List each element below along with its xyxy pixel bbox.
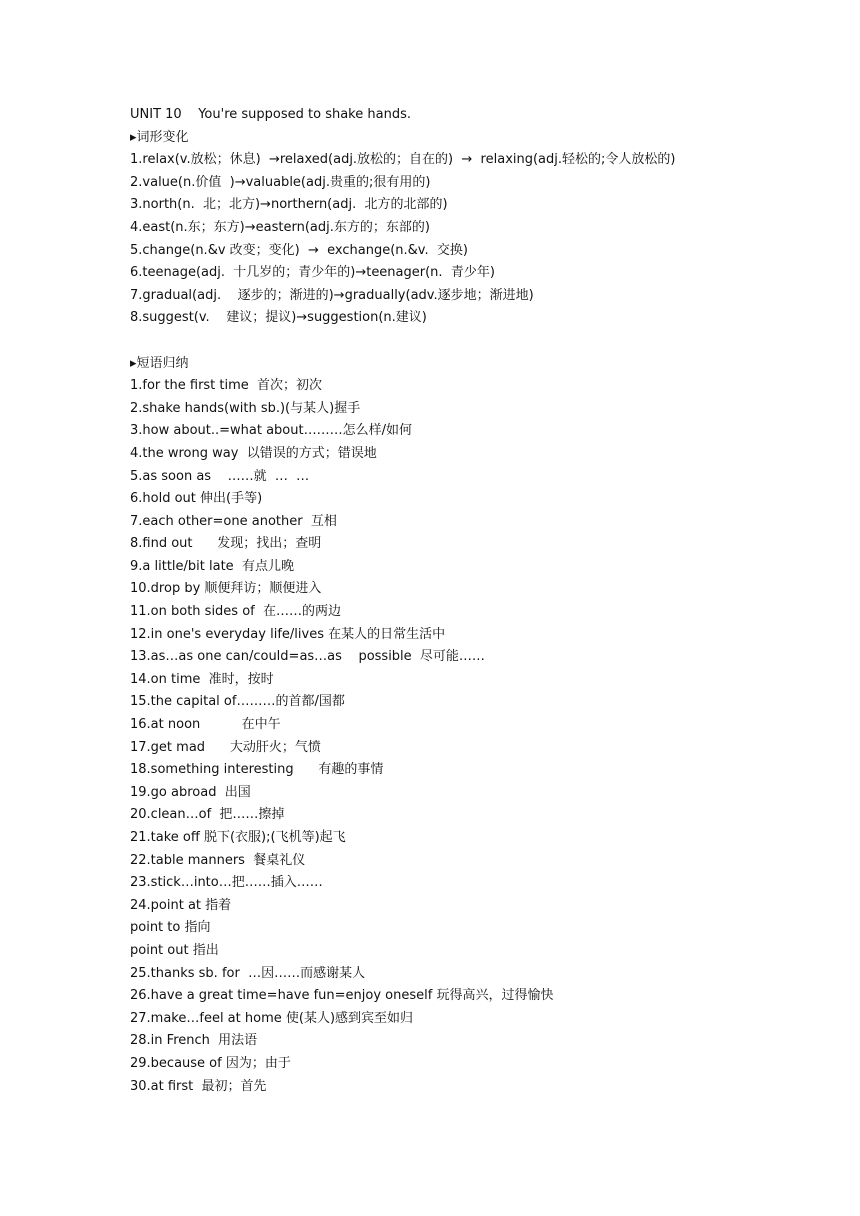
list-item: 13.as…as one can/could=as…as possible 尽可能…… [130, 649, 485, 665]
unit-title: UNIT 10 You're supposed to shake hands. [130, 107, 411, 122]
list-item: 29.because of 因为；由于 [130, 1055, 291, 1071]
section-heading-word-forms: ▸词形变化 [130, 129, 189, 145]
list-item: 17.get mad 大动肝火；气愤 [130, 739, 321, 755]
list-item: 30.at first 最初；首先 [130, 1078, 267, 1094]
list-item: 9.a little/bit late 有点儿晚 [130, 558, 294, 574]
list-item: 16.at noon 在中午 [130, 717, 281, 733]
list-item: 7.gradual(adj. 逐步的；渐进的)→gradually(adv.逐步地；渐进地) [130, 287, 534, 303]
list-item: 7.each other=one another 互相 [130, 513, 337, 529]
list-item: 3.north(n. 北；北方)→northern(adj. 北方的北部的) [130, 197, 448, 213]
phrases-list [130, 375, 830, 1098]
list-item: 24.point at 指着 [130, 897, 232, 913]
document-page [130, 104, 830, 1098]
list-item: 1.relax(v.放松；休息) →relaxed(adj.放松的；自在的) → relaxing(adj.轻松的;令人放松的) [130, 152, 676, 168]
list-item: 28.in French 用法语 [130, 1033, 258, 1049]
list-item: 4.east(n.东；东方)→eastern(adj.东方的；东部的) [130, 219, 430, 235]
list-item: 20.clean…of 把……擦掉 [130, 807, 285, 823]
list-item: 18.something interesting 有趣的事情 [130, 762, 384, 778]
list-item: 15.the capital of………的首都/国都 [130, 694, 345, 710]
list-item: 6.teenage(adj. 十几岁的；青少年的)→teenager(n. 青少年) [130, 265, 495, 281]
list-item: 12.in one's everyday life/lives 在某人的日常生活中 [130, 626, 446, 642]
list-item: 11.on both sides of 在……的两边 [130, 604, 342, 620]
list-item: 27.make…feel at home 使(某人)感到宾至如归 [130, 1010, 414, 1026]
list-item: 2.value(n.价值 )→valuable(adj.贵重的;很有用的) [130, 174, 431, 190]
list-item: 4.the wrong way 以错误的方式；错误地 [130, 445, 377, 461]
word-forms-list [130, 149, 830, 330]
list-item: 5.as soon as ……就 … … [130, 468, 310, 484]
list-item: 6.hold out 伸出(手等) [130, 491, 263, 507]
blank-line [130, 330, 830, 353]
list-item: 1.for the first time 首次；初次 [130, 378, 323, 394]
list-item: 26.have a great time=have fun=enjoy oneself 玩得高兴，过得愉快 [130, 988, 554, 1004]
list-item: 23.stick…into…把……插入…… [130, 875, 323, 891]
list-item: 3.how about..=what about………怎么样/如何 [130, 423, 412, 439]
list-item: point out 指出 [130, 942, 219, 958]
list-item: 14.on time 准时，按时 [130, 671, 274, 687]
section-heading-phrases: ▸短语归纳 [130, 355, 189, 371]
list-item: 2.shake hands(with sb.)(与某人)握手 [130, 400, 361, 416]
list-item: 21.take off 脱下(衣服);(飞机等)起飞 [130, 830, 346, 845]
list-item: 19.go abroad 出国 [130, 784, 251, 800]
list-item: 10.drop by 顺便拜访；顺便进入 [130, 581, 322, 597]
list-item: 5.change(n.&v 改变；变化) → exchange(n.&v. 交换) [130, 242, 468, 258]
list-item: 22.table manners 餐桌礼仪 [130, 852, 306, 868]
list-item: 8.suggest(v. 建议；提议)→suggestion(n.建议) [130, 310, 427, 326]
list-item: 25.thanks sb. for …因……而感谢某人 [130, 965, 366, 981]
list-item: point to 指向 [130, 920, 211, 936]
list-item: 8.find out 发现；找出；查明 [130, 536, 322, 552]
